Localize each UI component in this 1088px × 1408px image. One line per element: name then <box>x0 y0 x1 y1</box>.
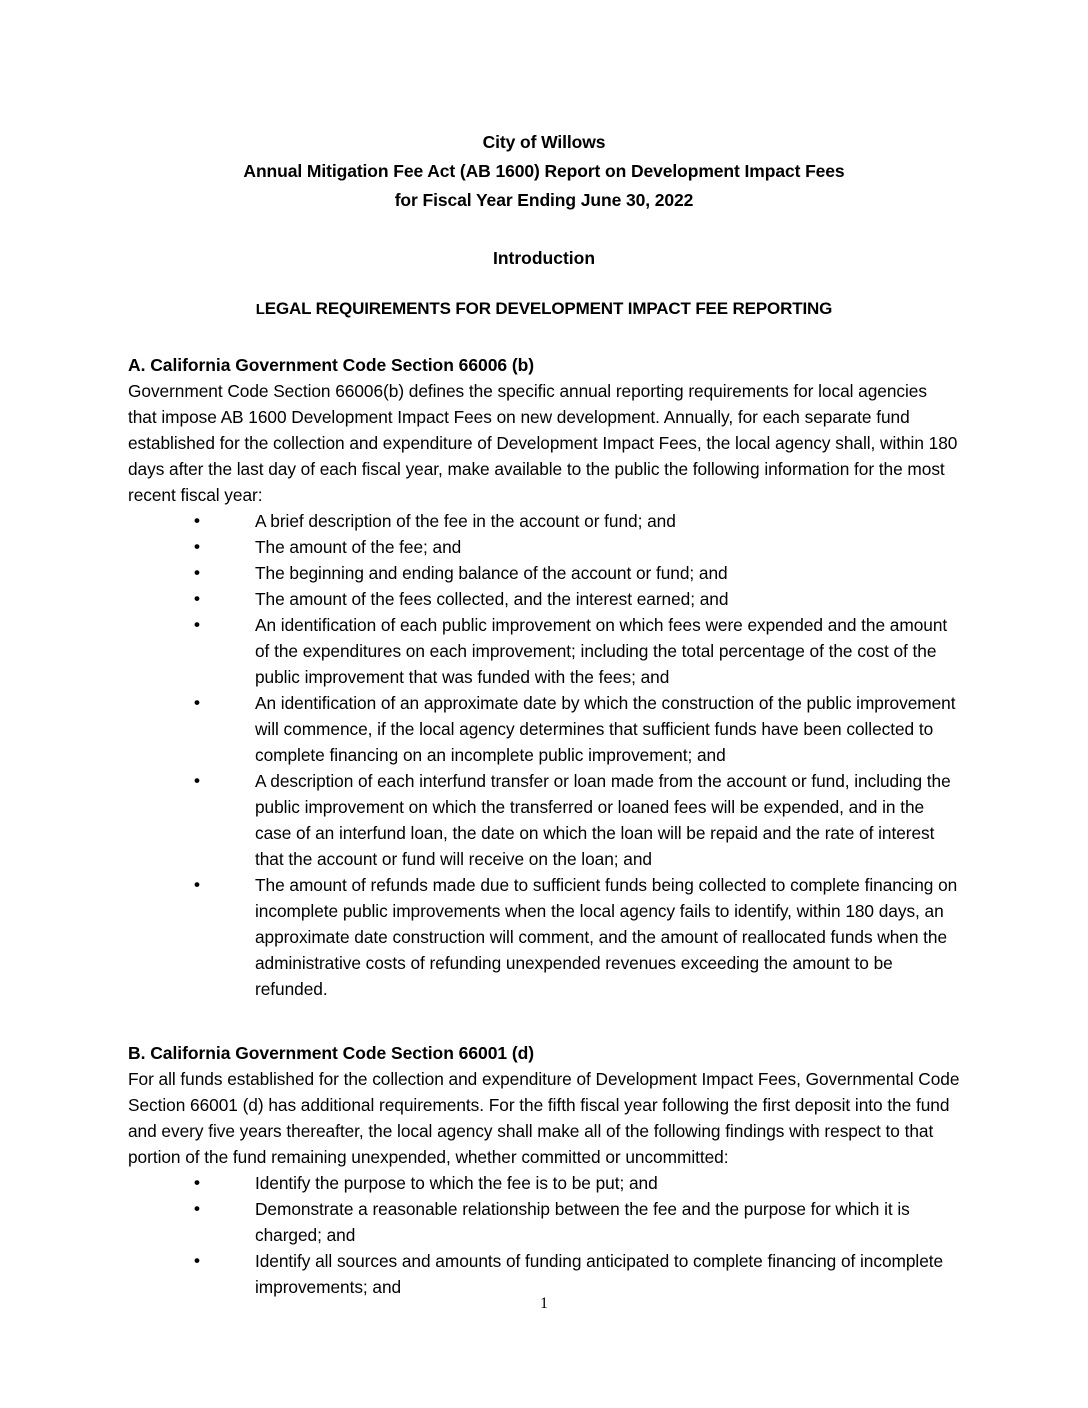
section-b-bullet-list <box>128 1170 960 1300</box>
list-item-text: A brief description of the fee in the account or fund; and <box>255 511 676 531</box>
bullet-icon: • <box>194 1251 200 1270</box>
bullet-icon: • <box>194 1199 200 1218</box>
list-item <box>128 1196 960 1248</box>
section-b-paragraph: For all funds established for the collection and expenditure of Development Impact Fees, Governmental Code Section 66001 (d) has additional requirements. For the fifth fiscal year following the first deposit into the fund and every five years thereafter, the local agency shall make all of the following findings with respect to that portion of the fund remaining unexpended, whether committed or uncommitted: <box>128 1069 960 1167</box>
list-item-text: An identification of each public improvement on which fees were expended and the amount of the expenditures on each improvement; including the total percentage of the cost of the public improvement that was funded with the fees; and <box>255 615 948 687</box>
list-item-text: The amount of the fee; and <box>255 537 462 557</box>
legal-heading-initial: L <box>255 301 265 318</box>
bullet-icon: • <box>194 511 200 530</box>
section-b-heading: B. California Government Code Section 66001 (d) <box>128 1043 535 1063</box>
title-line-3: for Fiscal Year Ending June 30, 2022 <box>394 190 694 210</box>
list-item <box>128 1170 960 1196</box>
section-a-bullet-list <box>128 508 960 1002</box>
list-item <box>128 768 960 872</box>
section-a-heading: A. California Government Code Section 66006 (b) <box>128 355 535 375</box>
title-line-1: City of Willows <box>482 132 606 152</box>
list-item-text: A description of each interfund transfer or loan made from the account or fund, including the public improvement on which the transferred or loaned fees will be expended, and in the case of an interfund loan, the date on which the loan will be repaid and the rate of interest that the account or fund will receive on the loan; and <box>255 771 951 869</box>
section-b-body <box>128 1066 960 1170</box>
title-line-2: Annual Mitigation Fee Act (AB 1600) Report on Development Impact Fees <box>243 161 845 181</box>
list-item-text: An identification of an approximate date by which the construction of the public improvement will commence, if the local agency determines that sufficient funds have been collected to complete financing on an incomplete public improvement; and <box>255 693 956 765</box>
list-item-text: Demonstrate a reasonable relationship between the fee and the purpose for which it is charged; and <box>255 1199 910 1245</box>
legal-heading-text: EGAL REQUIREMENTS FOR DEVELOPMENT IMPACT FEE REPORTING <box>264 299 833 318</box>
list-item-text: Identify the purpose to which the fee is to be put; and <box>255 1173 658 1193</box>
page-number: 1 <box>540 1295 548 1312</box>
legal-requirements-heading <box>128 294 960 324</box>
bullet-icon: • <box>194 875 200 894</box>
list-item <box>128 1248 960 1300</box>
list-item <box>128 534 960 560</box>
introduction-heading: Introduction <box>492 248 596 268</box>
list-item-text: The amount of the fees collected, and the interest earned; and <box>255 589 729 609</box>
bullet-icon: • <box>194 537 200 556</box>
list-item <box>128 690 960 768</box>
document-content <box>128 128 960 1300</box>
list-item <box>128 612 960 690</box>
list-item-text: The beginning and ending balance of the account or fund; and <box>255 563 728 583</box>
bullet-icon: • <box>194 1173 200 1192</box>
list-item <box>128 586 960 612</box>
section-b <box>128 1040 960 1300</box>
document-title-block <box>128 128 960 215</box>
list-item-text: Identify all sources and amounts of funding anticipated to complete financing of incomplete improvements; and <box>255 1251 944 1297</box>
bullet-icon: • <box>194 563 200 582</box>
list-item <box>128 508 960 534</box>
list-item-text: The amount of refunds made due to sufficient funds being collected to complete financing on incomplete public improvements when the local agency fails to identify, within 180 days, an approximate date construction will comment, and the amount of reallocated funds when the administrative costs of refunding unexpended revenues exceeding the amount to be refunded. <box>255 875 958 999</box>
list-item <box>128 872 960 1002</box>
section-a <box>128 352 960 1002</box>
bullet-icon: • <box>194 693 200 712</box>
bullet-icon: • <box>194 615 200 634</box>
bullet-icon: • <box>194 589 200 608</box>
list-item <box>128 560 960 586</box>
section-a-paragraph: Government Code Section 66006(b) defines the specific annual reporting requirements for local agencies that impose AB 1600 Development Impact Fees on new development. Annually, for each separate fund established for the collection and expenditure of Development Impact Fees, the local agency shall, within 180 days after the last day of each fiscal year, make available to the public the following information for the most recent fiscal year: <box>128 381 958 505</box>
bullet-icon: • <box>194 771 200 790</box>
section-a-body <box>128 378 960 508</box>
